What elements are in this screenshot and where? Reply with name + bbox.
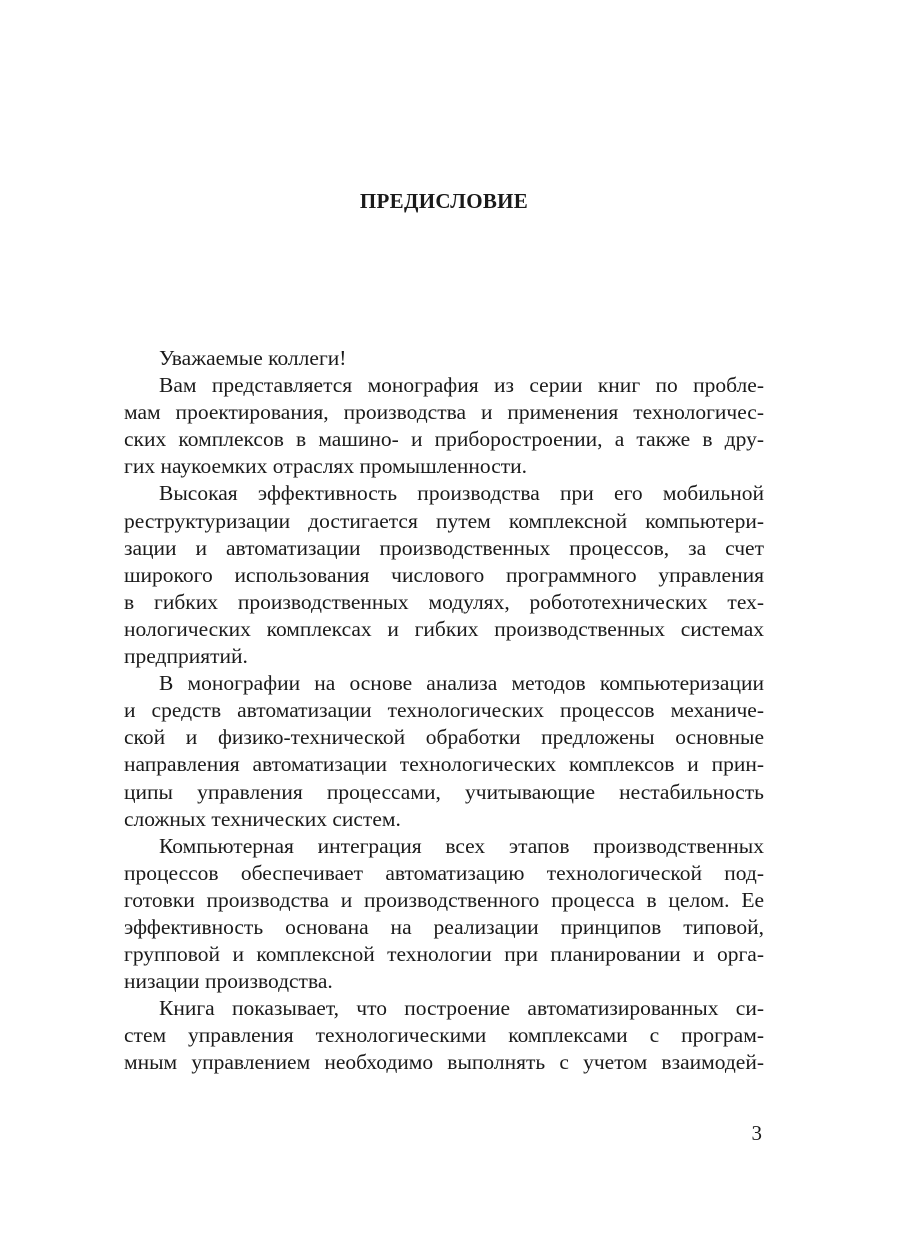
text-line: зации и автоматизации производственных процессов, за счет [124,535,764,560]
text-line: предприятий. [124,644,248,669]
text-line: широкого использования числового программного управления [124,562,764,587]
paragraph-5 [124,995,764,1076]
text-line: ципы управления процессами, учитывающие нестабильность [124,779,764,804]
text-line: ской и физико-технической обработки предложены основные [124,725,764,750]
text-line: направления автоматизации технологических комплексов и прин- [124,752,764,777]
page-number: 3 [751,1121,762,1145]
text-line: сложных технических систем. [124,806,401,831]
paragraph-1 [124,372,764,480]
text-line: эффективность основана на реализации принципов типовой, [124,914,764,939]
text-line: Вам представляется монография из серии книг по пробле- [159,373,764,398]
text-line: гих наукоемких отраслях промышленности. [124,454,528,479]
text-line: В монографии на основе анализа методов компьютеризации [159,671,764,696]
text-line: Высокая эффективность производства при его мобильной [159,481,764,506]
paragraph-4 [124,833,764,996]
text-line: нологических комплексах и гибких производственных системах [124,616,764,641]
text-line: реструктуризации достигается путем комплексной компьютери- [124,508,764,533]
text-line: готовки производства и производственного процесса в целом. Ее [124,887,764,912]
text-line: и средств автоматизации технологических процессов механиче- [124,698,764,723]
page-title: ПРЕДИСЛОВИЕ [359,189,529,213]
paragraph-3 [124,670,764,833]
text-line: стем управления технологическими комплексами с програм- [124,1023,764,1048]
paragraph-2 [124,480,764,670]
preface-body [124,345,764,1077]
text-line: ских комплексов в машино- и приборостроении, а также в дру- [124,427,764,452]
text-line: мным управлением необходимо выполнять с учетом взаимодей- [124,1050,764,1075]
text-line: низации производства. [124,969,333,994]
text-line: мам проектирования, производства и применения технологичес- [124,400,764,425]
text-line: групповой и комплексной технологии при планировании и орга- [124,942,764,967]
text-line: Компьютерная интеграция всех этапов производственных [159,833,764,858]
text-line: Книга показывает, что построение автоматизированных си- [159,996,764,1021]
text-line: процессов обеспечивает автоматизацию технологической под- [124,860,764,885]
greeting: Уважаемые коллеги! [159,346,347,370]
text-line: в гибких производственных модулях, робототехнических тех- [124,589,764,614]
